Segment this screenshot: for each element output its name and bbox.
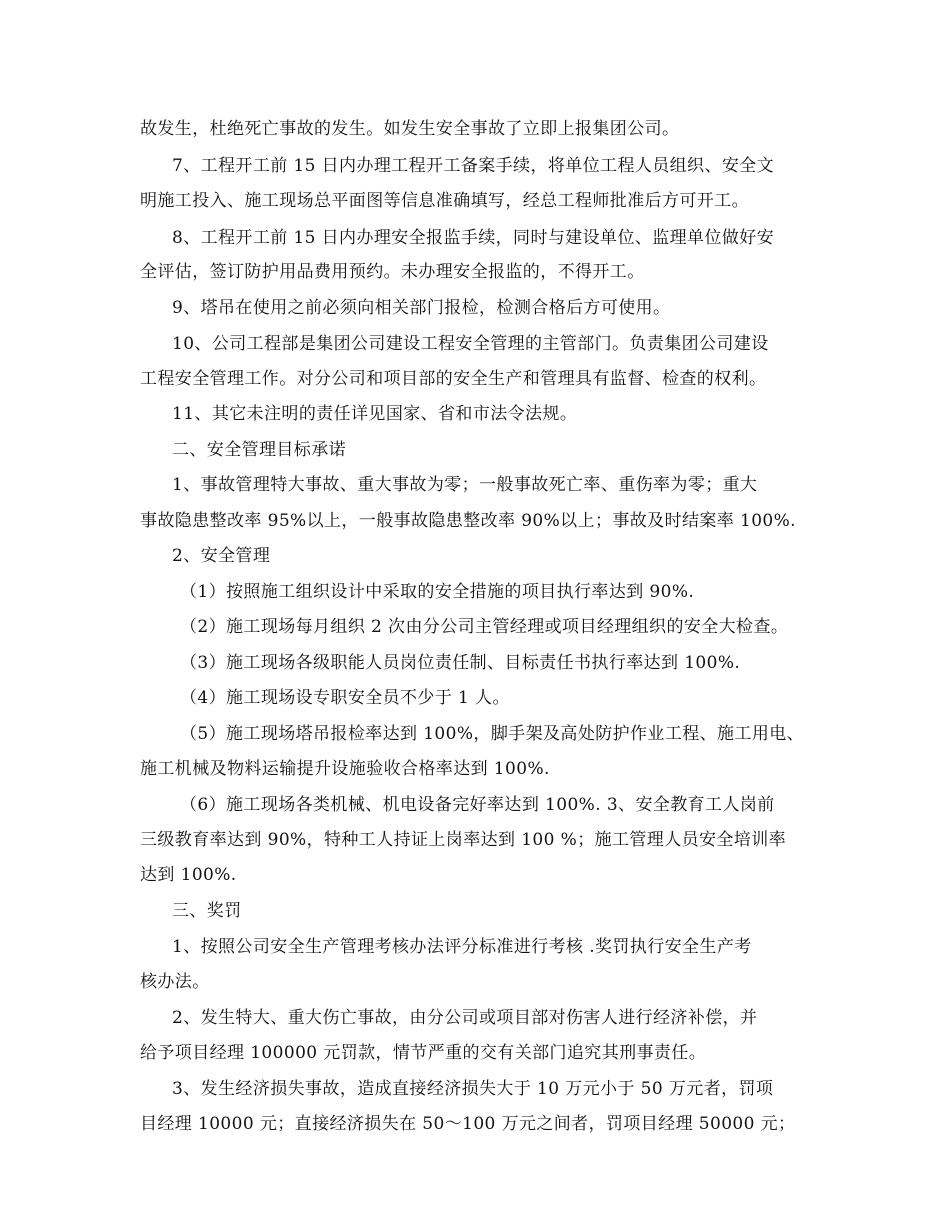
text-line: 给予项目经理 100000 元罚款，情节严重的交有关部门追究其刑事责任。 <box>140 1043 707 1063</box>
text-line: 故发生，杜绝死亡事故的发生。如发生安全事故了立即上报集团公司。 <box>140 119 680 139</box>
section-heading: 二、安全管理目标承诺 <box>172 440 346 460</box>
text-line: 3、发生经济损失事故，造成直接经济损失大于 10 万元小于 50 万元者，罚项 <box>172 1079 774 1099</box>
text-line: 8、工程开工前 15 日内办理安全报监手续，同时与建设单位、监理单位做好安 <box>172 228 775 248</box>
text-line: 1、按照公司安全生产管理考核办法评分标准进行考核 .奖罚执行安全生产考 <box>172 937 752 957</box>
text-line: 工程安全管理工作。对分公司和项目部的安全生产和管理具有监督、检查的权利。 <box>140 369 767 389</box>
text-line: （5）施工现场塔吊报检率达到 100%，脚手架及高处防护作业工程、施工用电、 <box>180 724 805 744</box>
text-line: 1、事故管理特大事故、重大事故为零；一般事故死亡率、重伤率为零；重大 <box>172 475 758 495</box>
subsection-heading: 2、安全管理 <box>172 546 271 566</box>
text-line: 达到 100%. <box>140 865 237 885</box>
text-line: 明施工投入、施工现场总平面图等信息准确填写，经总工程师批准后方可开工。 <box>140 191 749 211</box>
text-line: 全评估，签订防护用品费用预约。未办理安全报监的，不得开工。 <box>140 262 645 282</box>
text-line: 三级教育率达到 90%，特种工人持证上岗率达到 100 %；施工管理人员安全培训率 <box>140 830 786 850</box>
section-heading: 三、奖罚 <box>172 901 242 921</box>
text-line: 施工机械及物料运输提升设施验收合格率达到 100%. <box>140 759 550 779</box>
text-line: 事故隐患整改率 95%以上，一般事故隐患整改率 90%以上；事故及时结案率 100%. <box>140 511 796 531</box>
text-line: 核办法。 <box>140 972 210 992</box>
text-line: （4）施工现场设专职安全员不少于 1 人。 <box>180 688 510 708</box>
text-line: （6）施工现场各类机械、机电设备完好率达到 100%. 3、安全教育工人岗前 <box>180 795 775 815</box>
text-line: （3）施工现场各级职能人员岗位责任制、目标责任书执行率达到 100%. <box>180 653 741 673</box>
text-line: 10、公司工程部是集团公司建设工程安全管理的主管部门。负责集团公司建设 <box>172 334 769 354</box>
text-line: 目经理 10000 元；直接经济损失在 50～100 万元之间者，罚项目经理 50000 元； <box>140 1114 796 1134</box>
text-line: （2）施工现场每月组织 2 次由分公司主管经理或项目经理组织的安全大检查。 <box>180 617 789 637</box>
text-line: 9、塔吊在使用之前必须向相关部门报检，检测合格后方可使用。 <box>172 298 671 318</box>
text-line: 2、发生特大、重大伤亡事故，由分公司或项目部对伤害人进行经济补偿，并 <box>172 1008 758 1028</box>
text-line: （1）按照施工组织设计中采取的安全措施的项目执行率达到 90%. <box>180 582 695 602</box>
text-line: 11、其它未注明的责任详见国家、省和市法令法规。 <box>172 404 578 424</box>
text-line: 7、工程开工前 15 日内办理工程开工备案手续，将单位工程人员组织、安全文 <box>172 156 775 176</box>
